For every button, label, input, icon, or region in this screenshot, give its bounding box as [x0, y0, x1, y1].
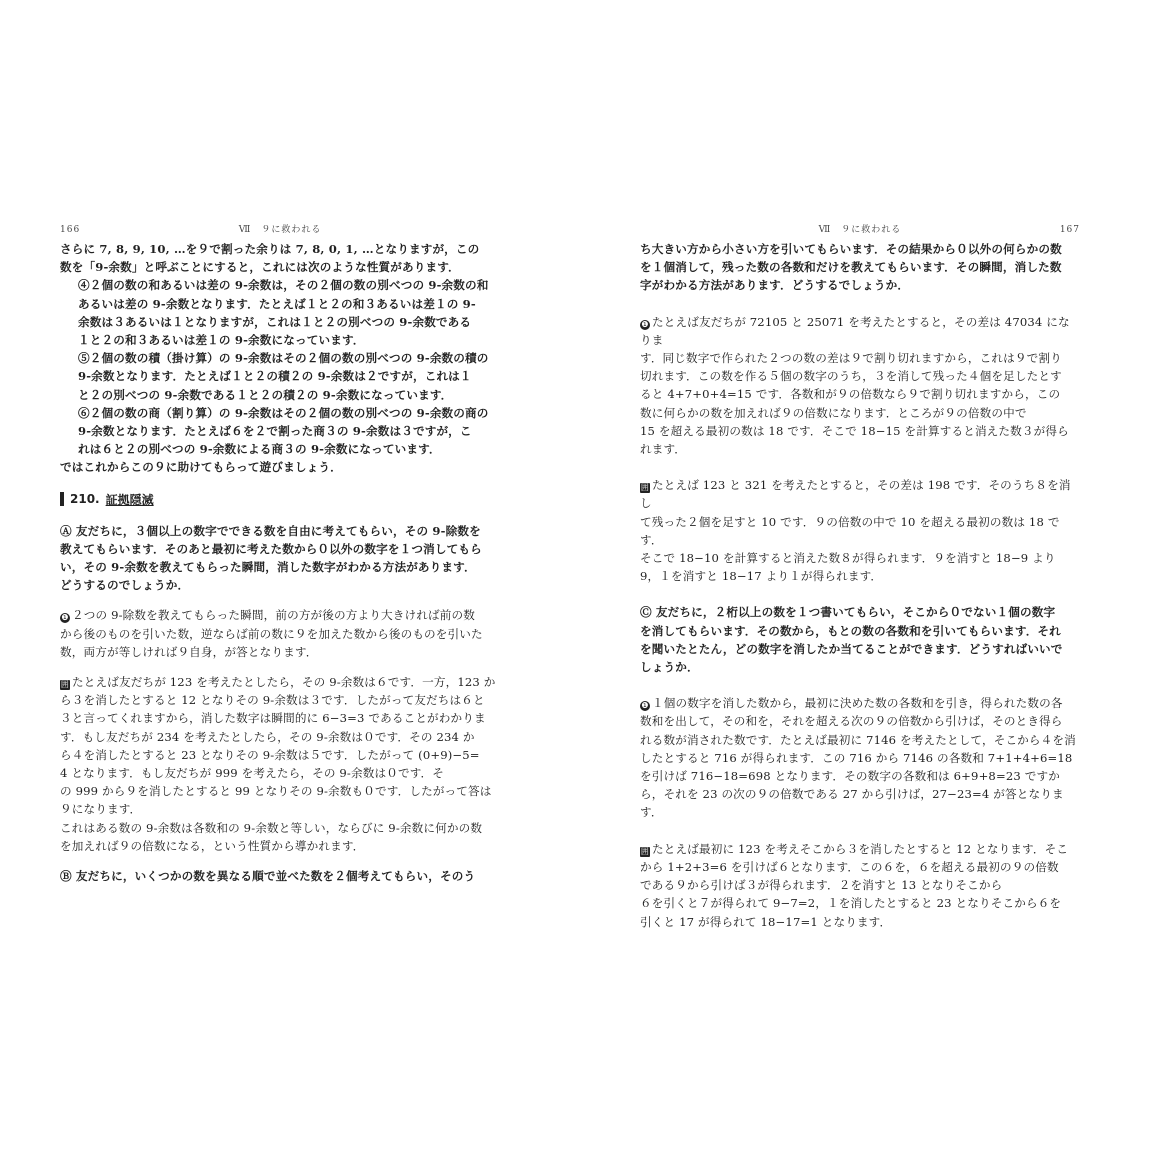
property-4: ④２個の数の和あるいは差の 9-余数は，その２個の数の別べつの 9-余数の和 あるいは差の 9-余数となります．たとえば１と２の和３あるいは差１の 9- 余数は３あるいは１となりますが，これは１と２の別べつの 9-余数である １と２の和３あるいは差１の 9-余数になっています． [78, 278, 489, 348]
section-number: 210. [70, 492, 100, 507]
section-bar [60, 492, 64, 506]
answer-marker-icon: ❶ [641, 319, 649, 329]
answer-marker-icon: ❶ [641, 701, 649, 711]
answer-a: ❶ ２つの 9-除数を教えてもらった瞬間，前の方が後の方より大きければ前の数 から後のものを引いた数，逆ならば前の数に９を加えた数から後のものを引いた 数，両方が等しければ９自身，が答となります． [60, 608, 483, 659]
page-number: 167 [1059, 225, 1080, 235]
question-b: Ⓑ 友だちに，いくつかの数を異なる順で並べた数を２個考えてもらい，そのう [60, 869, 476, 884]
right-page-header [640, 222, 1080, 240]
example-marker-icon: 囲 [640, 846, 650, 856]
example-a: 囲 たとえば友だちが 123 を考えたとしたら，その 9-余数は６です．一方，123 か ら３を消したとすると 12 となりその 9-余数は３です．したがって友だちは６と ３と言ってくれますから，消した数字は瞬間的に 6−3=3 であることがわかりま す．もし友だちが 234 を考えたとしたら，その 9-余数は０です．その 234 か ら４を消したとすると 23 となりその 9-余数は５です．したがって (0+9)−5= 4 となります．もし友だちが 999 を考えたら，その 9-余数は０です．そ の 999 から９を消したとすると 99 となりその 9-余数も０です．したがって答は ９になります． これはある数の 9-余数は各数和の 9-余数と等しい，ならびに 9-余数に何かの数 を加えれば９の倍数になる，という性質から導かれます． [60, 675, 496, 853]
chapter-title: Ⅶ ９に救われる [818, 225, 902, 235]
chapter-title: Ⅶ ９に救われる [238, 225, 322, 235]
question-c: Ⓒ 友だちに，２桁以上の数を１つ書いてもらい，そこから０でない１個の数字 を消してもらいます．その数から，もとの数の各数和を引いてもらいます．それ を聞いたとたん，どの数字を消したか当てることができます．どうすればいいで しょうか． [640, 605, 1063, 675]
answer-b: ❶ たとえば友だちが 72105 と 25071 を考えたとすると，その差は 47034 になりま す．同じ数字で作られた２つの数の差は９で割り切れますから，これは９で割り 切れます．この数を作る５個の数字のうち，３を消して残った４個を足したとす ると 4+7+0+4=15 です．各数和が９の倍数なら９で割り切れますから，この 数に何らかの数を加えれば９の倍数になります．ところが９の倍数の中で 15 を超える最初の数は 18 です．そこで 18−15 を計算すると消えた数３が得ら れます． [640, 314, 1070, 457]
example-marker-icon: 囲 [60, 680, 70, 690]
example-c: 囲 たとえば最初に 123 を考えそこから３を消したとすると 12 となります．そこ から 1+2+3=6 を引けば６となります．この６を，６を超える最初の９の倍数 である９から引けば３が得られます．２を消すと 13 となりそこから ６を引くと７が得られて 9−7=2，１を消したとすると 23 となりそこから６を 引くと 17 が得られて 18−17=1 となります． [640, 841, 1069, 929]
left-page-header [60, 222, 500, 240]
property-6: ⑥２個の数の商（割り算）の 9-余数はその２個の数の別べつの 9-余数の商の 9-余数となります．たとえば６を２で割った商３の 9-余数は３ですが，こ れは６と２の別べつの 9-余数による商３の 9-余数になっています． [78, 405, 489, 457]
property-5: ⑤２個の数の積（掛け算）の 9-余数はその２個の数の別べつの 9-余数の積の 9-余数となります．たとえば１と２の積２の 9-余数は２ですが，これは１ と２の別べつの 9-余数である１と２の積２の 9-余数になっています． [78, 351, 489, 402]
intro-text: さらに 7, 8, 9, 10, …を９で割った余りは 7, 8, 0, 1, …となりますが，この 数を「9-余数」と呼ぶことにすると，これには次のような性質があります． [60, 242, 480, 275]
example-b: 囲 たとえば 123 と 321 を考えたとすると，その差は 198 です．そのうち８を消し て残った２個を足すと 10 です．９の倍数の中で 10 を超える最初の数は 18 です． そこで 18−10 を計算すると消えた数８が得られます．９を消すと 18−9 より 9，１を消すと 18−17 より１が得られます． [640, 478, 1071, 584]
example-marker-icon: 囲 [640, 483, 650, 493]
page-number: 166 [60, 225, 81, 235]
right-page [640, 222, 1080, 931]
section-heading [60, 491, 500, 508]
left-page [60, 222, 500, 885]
question-a: Ⓐ 友だちに，３個以上の数字でできる数を自由に考えてもらい，その 9-除数を 教えてもらいます．そのあと最初に考えた数から０以外の数字を１つ消してもら い，その 9-余数を教えてもらった瞬間，消した数字がわかる方法があります． どうするのでしょうか． [60, 523, 482, 593]
question-b-continued: ち大きい方から小さい方を引いてもらいます．その結果から０以外の何らかの数 を１個消して，残った数の各数和だけを教えてもらいます．その瞬間，消した数 字がわかる方法があります．どうするでしょうか． [640, 242, 1062, 293]
section-name: 証拠隠滅 [105, 492, 154, 507]
closing-text: ではこれからこの９に助けてもらって遊びましょう． [60, 460, 342, 475]
answer-c: ❶ １個の数字を消した数から，最初に決めた数の各数和を引き，得られた数の各 数和を出して，その和を，それを超える次の９の倍数から引けば，そのとき得ら れる数が消された数です．たとえば最初に 7146 を考えたとして，そこから４を消 したとすると 716 が得られます．この 716 から 7146 の各数和 7+1+4+6=18 を引けば 716−18=698 となります．その数字の各数和は 6+9+8=23 ですか ら，それを 23 の次の９の倍数である 27 から引けば，27−23=4 が答となります． [640, 696, 1076, 820]
answer-marker-icon: ❶ [61, 613, 69, 623]
